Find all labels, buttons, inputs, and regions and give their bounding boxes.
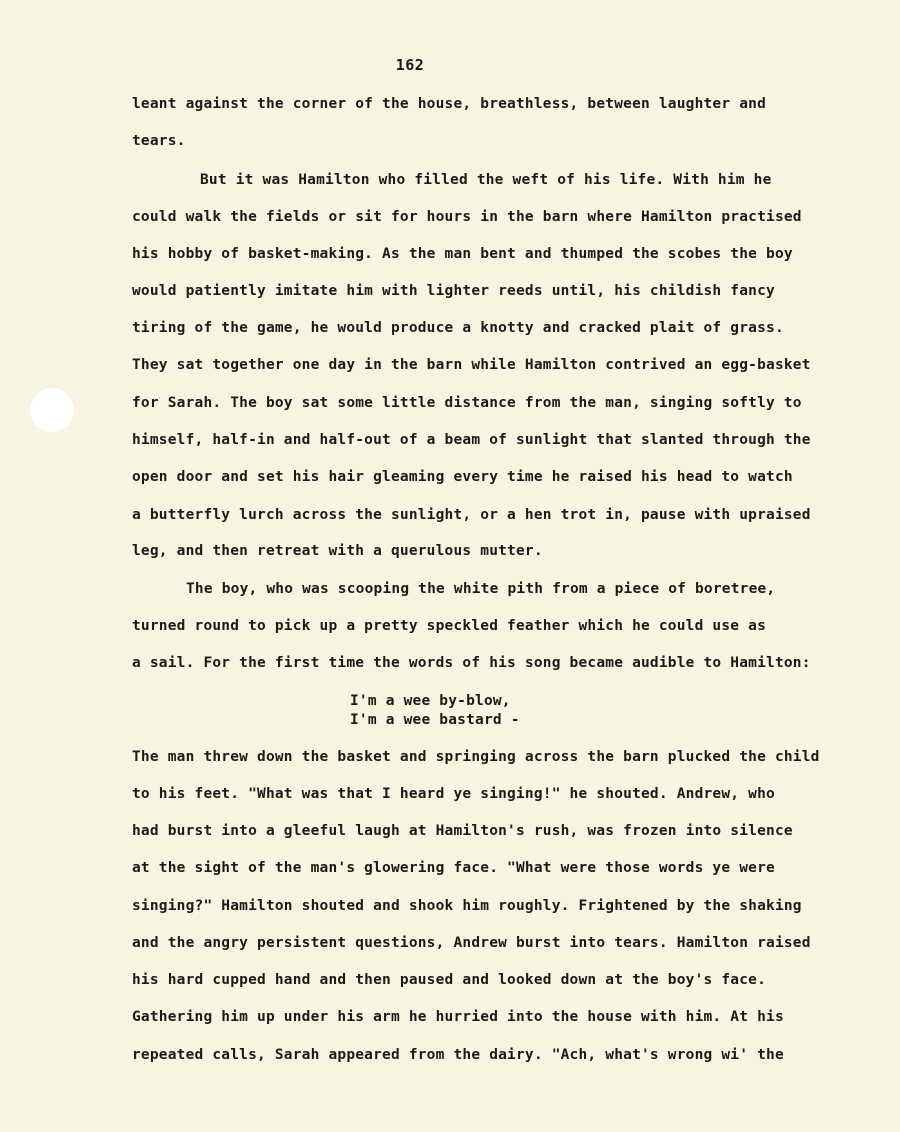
text-line: his hobby of basket-making. As the man bent and thumped the scobes the boy	[132, 246, 793, 262]
text-line: could walk the fields or sit for hours in the barn where Hamilton practised	[132, 209, 802, 225]
verse-line: I'm a wee by-blow,	[350, 693, 511, 709]
text-line: tiring of the game, he would produce a knotty and cracked plait of grass.	[132, 320, 784, 336]
text-line: leg, and then retreat with a querulous mutter.	[132, 543, 543, 559]
text-line: They sat together one day in the barn while Hamilton contrived an egg-basket	[132, 357, 811, 373]
text-line: would patiently imitate him with lighter reeds until, his childish fancy	[132, 283, 775, 299]
text-line: open door and set his hair gleaming every time he raised his head to watch	[132, 469, 793, 485]
text-line: Gathering him up under his arm he hurried into the house with him. At his	[132, 1009, 784, 1025]
text-line: had burst into a gleeful laugh at Hamilton's rush, was frozen into silence	[132, 823, 793, 839]
text-line: a sail. For the first time the words of his song became audible to Hamilton:	[132, 655, 811, 671]
verse-line: I'm a wee bastard -	[350, 712, 520, 728]
text-line: for Sarah. The boy sat some little distance from the man, singing softly to	[132, 395, 802, 411]
text-line: leant against the corner of the house, breathless, between laughter and	[132, 96, 767, 112]
text-line: tears.	[132, 133, 186, 149]
text-line: turned round to pick up a pretty speckled feather which he could use as	[132, 618, 767, 634]
text-line: his hard cupped hand and then paused and looked down at the boy's face.	[132, 972, 767, 988]
text-line: and the angry persistent questions, Andrew burst into tears. Hamilton raised	[132, 935, 811, 951]
text-line: singing?" Hamilton shouted and shook him roughly. Frightened by the shaking	[132, 898, 802, 914]
text-line: at the sight of the man's glowering face. "What were those words ye were	[132, 860, 775, 876]
text-line: a butterfly lurch across the sunlight, or a hen trot in, pause with upraised	[132, 507, 811, 523]
text-line: repeated calls, Sarah appeared from the dairy. "Ach, what's wrong wi' the	[132, 1047, 784, 1063]
text-line: to his feet. "What was that I heard ye singing!" he shouted. Andrew, who	[132, 786, 775, 802]
text-line: The boy, who was scooping the white pith from a piece of boretree,	[186, 581, 776, 597]
text-line: himself, half-in and half-out of a beam of sunlight that slanted through the	[132, 432, 811, 448]
punch-hole	[30, 388, 74, 432]
page-number: 162	[395, 56, 425, 74]
text-line: But it was Hamilton who filled the weft of his life. With him he	[200, 172, 772, 188]
text-line: The man threw down the basket and springing across the barn plucked the child	[132, 749, 820, 765]
